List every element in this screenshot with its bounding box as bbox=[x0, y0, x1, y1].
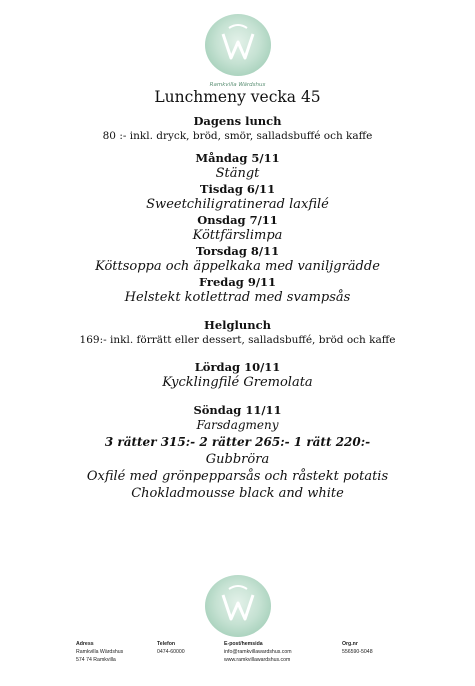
day-tuesday: Tisdag 6/11 bbox=[199, 182, 276, 196]
sunday-dish-3: Chokladmousse black and white bbox=[131, 486, 344, 501]
day-sunday: Söndag 11/11 bbox=[193, 403, 282, 417]
dish-friday: Helstekt kotlettrad med svampsås bbox=[124, 290, 351, 305]
rw-monogram-icon bbox=[205, 14, 271, 76]
sunday-subtitle: Farsdagmeny bbox=[196, 418, 279, 432]
sunday-dish-2: Oxfilé med grönpepparsås och råstekt potatis bbox=[86, 469, 389, 484]
weekend-price-note: 169:- inkl. förrätt eller dessert, salladsbuffé, bröd och kaffe bbox=[79, 334, 396, 346]
rw-monogram-icon bbox=[205, 575, 271, 637]
dish-monday: Stängt bbox=[215, 166, 260, 181]
logo-caption: Ramkvilla Wärdshus bbox=[209, 82, 266, 88]
logo-top bbox=[205, 14, 271, 88]
footer-address: Adress Ramkvilla Wärdshus 574 74 Ramkvilla bbox=[76, 641, 124, 663]
logo-bottom bbox=[205, 575, 271, 637]
website-link[interactable]: www.ramkvillawardshus.com bbox=[224, 657, 291, 663]
sunday-prices: 3 rätter 315:- 2 rätter 265:- 1 rätt 220:- bbox=[104, 435, 371, 449]
menu-title: Lunchmeny vecka 45 bbox=[154, 88, 321, 106]
footer-web: E-post/hemsida info@ramkvillawardshus.com www.ramkvillawardshus.com bbox=[224, 641, 292, 663]
dish-saturday: Kycklingfilé Gremolata bbox=[162, 375, 313, 390]
day-saturday: Lördag 10/11 bbox=[194, 360, 281, 374]
dish-tuesday: Sweetchiligratinerad laxfilé bbox=[146, 197, 329, 212]
dish-thursday: Köttsoppa och äppelkaka med vaniljgrädde bbox=[95, 259, 380, 274]
dish-wednesday: Köttfärslimpa bbox=[192, 228, 283, 243]
day-monday: Måndag 5/11 bbox=[195, 151, 280, 165]
day-thursday: Torsdag 8/11 bbox=[195, 244, 280, 258]
day-wednesday: Onsdag 7/11 bbox=[197, 213, 278, 227]
weekday-price-note: 80 :- inkl. dryck, bröd, smör, salladsbuffé och kaffe bbox=[102, 130, 373, 142]
footer-phone: Telefon 0474-60000 bbox=[157, 641, 185, 655]
footer-org: Org.nr 556590-5048 bbox=[342, 641, 373, 655]
lunch-menu bbox=[0, 88, 475, 502]
day-friday: Fredag 9/11 bbox=[198, 275, 277, 289]
weekend-heading: Helglunch bbox=[203, 318, 272, 332]
weekday-heading: Dagens lunch bbox=[193, 114, 282, 128]
email-link[interactable]: info@ramkvillawardshus.com bbox=[224, 649, 292, 655]
sunday-dish-1: Gubbröra bbox=[205, 452, 270, 467]
